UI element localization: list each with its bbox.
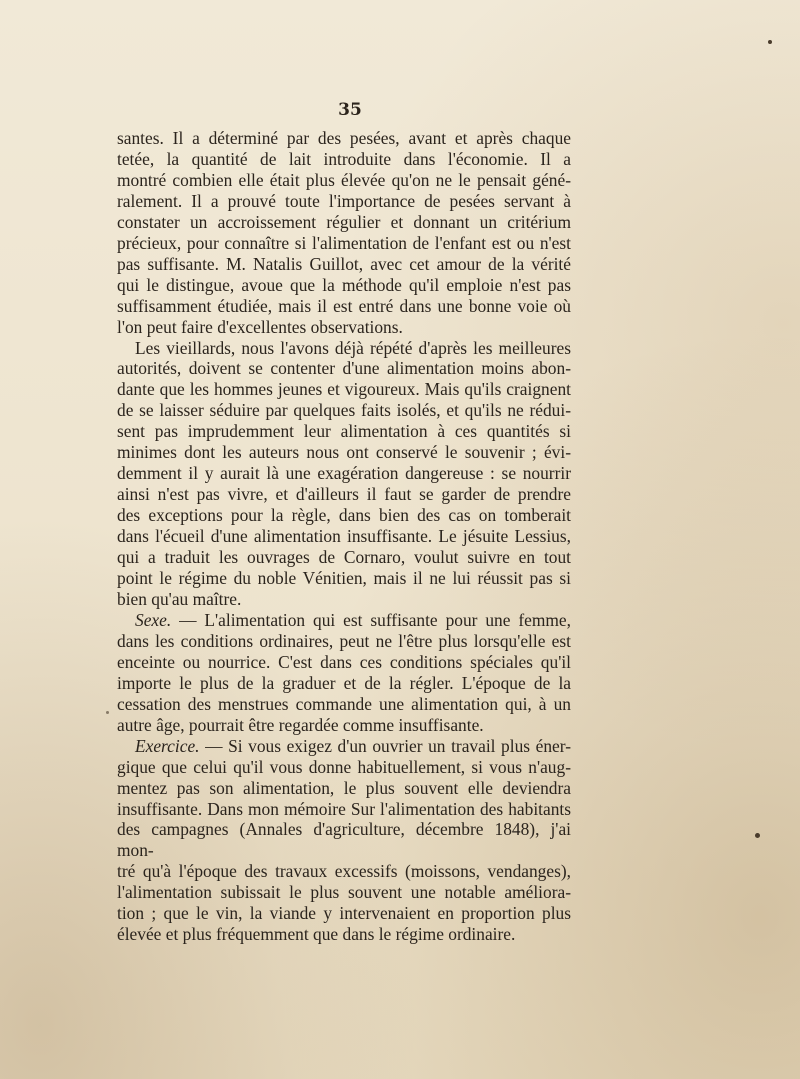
text-line: demment il y aurait là une exagération dangereuse : se nourrir [117, 463, 571, 484]
run-in-heading: Sexe. [135, 609, 172, 630]
text-line: Les vieillards, nous l'avons déjà répété d'après les meilleures [135, 337, 571, 358]
text-line: bien qu'au maître. [117, 588, 242, 609]
paragraph [117, 128, 571, 338]
text-line: autre âge, pourrait être regardée comme insuffisante. [117, 714, 484, 735]
text-line: enceinte ou nourrice. C'est dans ces conditions spéciales qu'il [117, 651, 571, 672]
text-line: élevée et plus fréquemment que dans le régime ordinaire. [117, 924, 516, 945]
text-line: qui a traduit les ouvrages de Cornaro, voulut suivre en tout [117, 547, 571, 568]
text-line: cessation des menstrues commande une alimentation qui, à un [117, 693, 571, 714]
text-line: gique que celui qu'il vous donne habituellement, si vous n'aug- [117, 756, 571, 777]
text-line: insuffisante. Dans mon mémoire Sur l'alimentation des habitants [117, 798, 571, 819]
text-line: de se laisser séduire par quelques faits isolés, et qu'ils ne rédui- [117, 400, 571, 421]
text-line [117, 610, 571, 631]
text-line: ralement. Il a prouvé toute l'importance de pesées servant à [117, 190, 571, 211]
run-in-heading: Exercice. [135, 735, 200, 756]
text-line: des campagnes (Annales d'agriculture, décembre 1848), j'ai mon- [117, 819, 571, 861]
text-line [117, 736, 571, 757]
text-line: dans les conditions ordinaires, peut ne l'être plus lorsqu'elle est [117, 630, 571, 651]
text-line: l'on peut faire d'excellentes observations. [117, 316, 403, 337]
text-line: importe le plus de la graduer et de la régler. L'époque de la [117, 672, 571, 693]
text-line: dans l'écueil d'une alimentation insuffisante. Le jésuite Lessius, [117, 526, 571, 547]
paragraph [117, 338, 571, 610]
text-line: mentez pas son alimentation, le plus souvent elle deviendra [117, 777, 571, 798]
text-line: qui le distingue, avoue que la méthode qu'il emploie n'est pas [117, 274, 571, 295]
text-line: minimes dont les auteurs nous ont conservé le souvenir ; évi- [117, 442, 571, 463]
paragraph-exercice [117, 736, 571, 946]
text-line: constater un accroissement régulier et donnant un critérium [117, 211, 571, 232]
text-line-rest: — L'alimentation qui est suffisante pour une femme, [171, 609, 571, 630]
text-line: tré qu'à l'époque des travaux excessifs (moissons, vendanges), [117, 861, 571, 882]
page-number: 35 [338, 100, 362, 120]
paper-spot [768, 40, 772, 44]
text-line: des exceptions pour la règle, dans bien des cas on tomberait [117, 505, 571, 526]
text-line: précieux, pour connaître si l'alimentation de l'enfant est ou n'est [117, 232, 571, 253]
body-text [117, 128, 571, 945]
text-line: tion ; que le vin, la viande y intervenaient en proportion plus [117, 903, 571, 924]
text-line-rest: — Si vous exigez d'un ouvrier un travail plus éner- [199, 735, 571, 756]
text-line: sent pas imprudemment leur alimentation à ces quantités si [117, 421, 571, 442]
text-line: tetée, la quantité de lait introduite dans l'économie. Il a [117, 148, 571, 169]
paper-spot [106, 711, 109, 714]
paragraph-sexe [117, 610, 571, 736]
text-line: ainsi n'est pas vivre, et d'ailleurs il faut se garder de prendre [117, 484, 571, 505]
text-line: l'alimentation subissait le plus souvent une notable améliora- [117, 882, 571, 903]
text-line: montré combien elle était plus élevée qu'on ne le pensait géné- [117, 169, 571, 190]
paper-spot [755, 833, 760, 838]
text-line: pas suffisante. M. Natalis Guillot, avec cet amour de la vérité [117, 253, 571, 274]
text-line: suffisamment étudiée, mais il est entré dans une bonne voie où [117, 295, 571, 316]
text-line: dante que les hommes jeunes et vigoureux. Mais qu'ils craignent [117, 379, 571, 400]
text-line: point le régime du noble Vénitien, mais il ne lui réussit pas si [117, 568, 571, 589]
text-line: autorités, doivent se contenter d'une alimentation moins abon- [117, 358, 571, 379]
text-line: santes. Il a déterminé par des pesées, avant et après chaque [117, 128, 571, 148]
